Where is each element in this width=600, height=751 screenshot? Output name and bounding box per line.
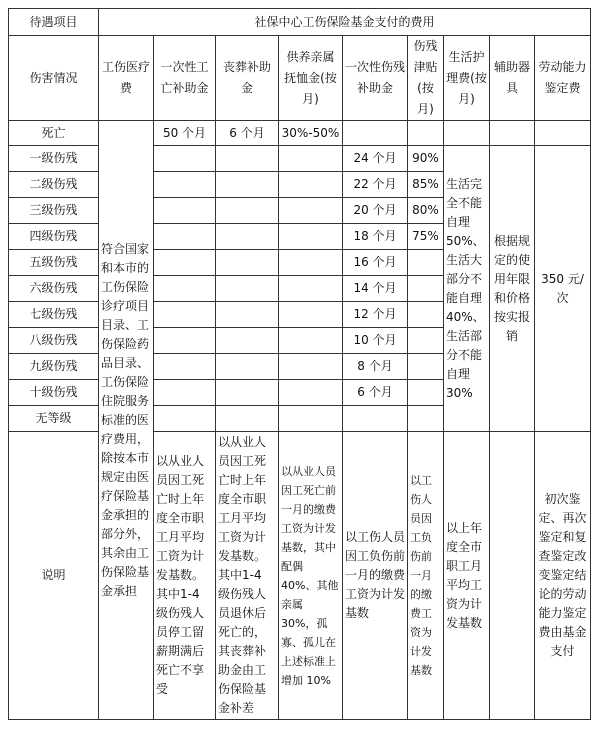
disability-allowance-cell [408, 380, 444, 406]
disability-allowance-cell [408, 302, 444, 328]
lump-sum-cell [154, 406, 216, 432]
col-funeral: 丧葬补助金 [216, 36, 279, 121]
col-medical: 工伤医疗费 [99, 36, 154, 121]
dependents-cell [279, 406, 343, 432]
lump-sum-cell: 50 个月 [154, 121, 216, 146]
disability-allowance-cell: 90% [408, 146, 444, 172]
funeral-cell: 6 个月 [216, 121, 279, 146]
disability-allowance-cell [408, 406, 444, 432]
funeral-cell [216, 250, 279, 276]
notes-disability-allowance: 以工伤人员因工负伤前一月的缴费工资为计发基数 [408, 432, 444, 720]
disability-lump-cell [343, 406, 408, 432]
disability-lump-cell: 14 个月 [343, 276, 408, 302]
disability-allowance-cell [408, 250, 444, 276]
disability-lump-cell [343, 121, 408, 146]
row-label: 十级伤残 [9, 380, 99, 406]
dependents-cell [279, 250, 343, 276]
notes-disability-lump: 以工伤人员因工负伤前一月的缴费工资为计发基数 [343, 432, 408, 720]
notes-lump-sum: 以从业人员因工死亡时上年度全市职工月平均工资为计发基数。其中1-4 级伤残人员停工留薪期满后死亡不享受 [154, 432, 216, 720]
col-injury: 伤害情况 [9, 36, 99, 121]
lump-sum-cell [154, 198, 216, 224]
disability-allowance-cell: 85% [408, 172, 444, 198]
disability-lump-cell: 10 个月 [343, 328, 408, 354]
row-label: 七级伤残 [9, 302, 99, 328]
row-label: 五级伤残 [9, 250, 99, 276]
disability-lump-cell: 20 个月 [343, 198, 408, 224]
notes-nursing: 以上年度全市职工月平均工资为计发基数 [444, 432, 490, 720]
disability-lump-cell: 22 个月 [343, 172, 408, 198]
notes-dependents: 以从业人员因工死亡前一月的缴费工资为计发基数，其中配偶 40%、其他亲属 30%，孤寡、孤儿在上述标准上增加 10% [279, 432, 343, 720]
medical-merged-cell: 符合国家和本市的工伤保险诊疗项目目录、工伤保险药品目录、工伤保险住院服务标准的医疗费用，除按本市规定由医疗保险基金承担的部分外，其余由工伤保险基金承担 [99, 121, 154, 720]
funeral-cell [216, 406, 279, 432]
benefits-table [8, 8, 591, 720]
col-disability-allowance: 伤残津贴(按月) [408, 36, 444, 121]
row-label: 一级伤残 [9, 146, 99, 172]
lump-sum-cell [154, 172, 216, 198]
row-label: 九级伤残 [9, 354, 99, 380]
appraisal-empty-cell [535, 121, 591, 146]
disability-lump-cell: 6 个月 [343, 380, 408, 406]
dependents-cell [279, 172, 343, 198]
funeral-cell [216, 328, 279, 354]
dependents-cell [279, 328, 343, 354]
nursing-merged-cell: 生活完全不能自理 50%、生活大部分不能自理 40%、生活部分不能自理 30% [444, 146, 490, 432]
funeral-cell [216, 172, 279, 198]
dependents-cell [279, 302, 343, 328]
col-dependents: 供养亲属抚恤金(按月) [279, 36, 343, 121]
funeral-cell [216, 354, 279, 380]
col-nursing: 生活护理费(按月) [444, 36, 490, 121]
disability-lump-cell: 8 个月 [343, 354, 408, 380]
col-disability-lump: 一次性伤残补助金 [343, 36, 408, 121]
nursing-empty-cell [444, 121, 490, 146]
disability-allowance-cell [408, 328, 444, 354]
dependents-cell [279, 198, 343, 224]
dependents-cell [279, 146, 343, 172]
disability-lump-cell: 16 个月 [343, 250, 408, 276]
funeral-cell [216, 276, 279, 302]
lump-sum-cell [154, 276, 216, 302]
lump-sum-cell [154, 328, 216, 354]
lump-sum-cell [154, 250, 216, 276]
disability-allowance-cell: 80% [408, 198, 444, 224]
aids-merged-cell: 根据规定的使用年限和价格按实报销 [490, 146, 535, 432]
lump-sum-cell [154, 146, 216, 172]
funeral-cell [216, 302, 279, 328]
row-label: 六级伤残 [9, 276, 99, 302]
col-lump-sum: 一次性工亡补助金 [154, 36, 216, 121]
row-label: 三级伤残 [9, 198, 99, 224]
disability-lump-cell: 24 个月 [343, 146, 408, 172]
row-label: 无等级 [9, 406, 99, 432]
dependents-cell: 30%-50% [279, 121, 343, 146]
disability-allowance-cell [408, 354, 444, 380]
funeral-cell [216, 224, 279, 250]
disability-allowance-cell [408, 276, 444, 302]
dependents-cell [279, 354, 343, 380]
notes-aids-empty [490, 432, 535, 720]
dependents-cell [279, 276, 343, 302]
notes-appraisal: 初次鉴定、再次鉴定和复查鉴定改变鉴定结论的劳动能力鉴定费由基金支付 [535, 432, 591, 720]
notes-label: 说明 [9, 432, 99, 720]
row-label: 二级伤残 [9, 172, 99, 198]
disability-lump-cell: 12 个月 [343, 302, 408, 328]
row-label: 死亡 [9, 121, 99, 146]
disability-allowance-cell [408, 121, 444, 146]
funeral-cell [216, 380, 279, 406]
dependents-cell [279, 224, 343, 250]
header-item-cell: 待遇项目 [9, 9, 99, 36]
funeral-cell [216, 198, 279, 224]
lump-sum-cell [154, 380, 216, 406]
row-label: 四级伤残 [9, 224, 99, 250]
disability-allowance-cell: 75% [408, 224, 444, 250]
lump-sum-cell [154, 354, 216, 380]
disability-lump-cell: 18 个月 [343, 224, 408, 250]
col-appraisal: 劳动能力鉴定费 [535, 36, 591, 121]
row-label: 八级伤残 [9, 328, 99, 354]
lump-sum-cell [154, 302, 216, 328]
appraisal-merged-cell: 350 元/次 [535, 146, 591, 432]
funeral-cell [216, 146, 279, 172]
col-aids: 辅助器具 [490, 36, 535, 121]
notes-funeral: 以从业人员因工死亡时上年度全市职工月平均工资为计发基数。其中1-4 级伤残人员退休后死亡的，其丧葬补助金由工伤保险基金补差 [216, 432, 279, 720]
aids-empty-cell [490, 121, 535, 146]
lump-sum-cell [154, 224, 216, 250]
dependents-cell [279, 380, 343, 406]
header-fund-title: 社保中心工伤保险基金支付的费用 [99, 9, 591, 36]
